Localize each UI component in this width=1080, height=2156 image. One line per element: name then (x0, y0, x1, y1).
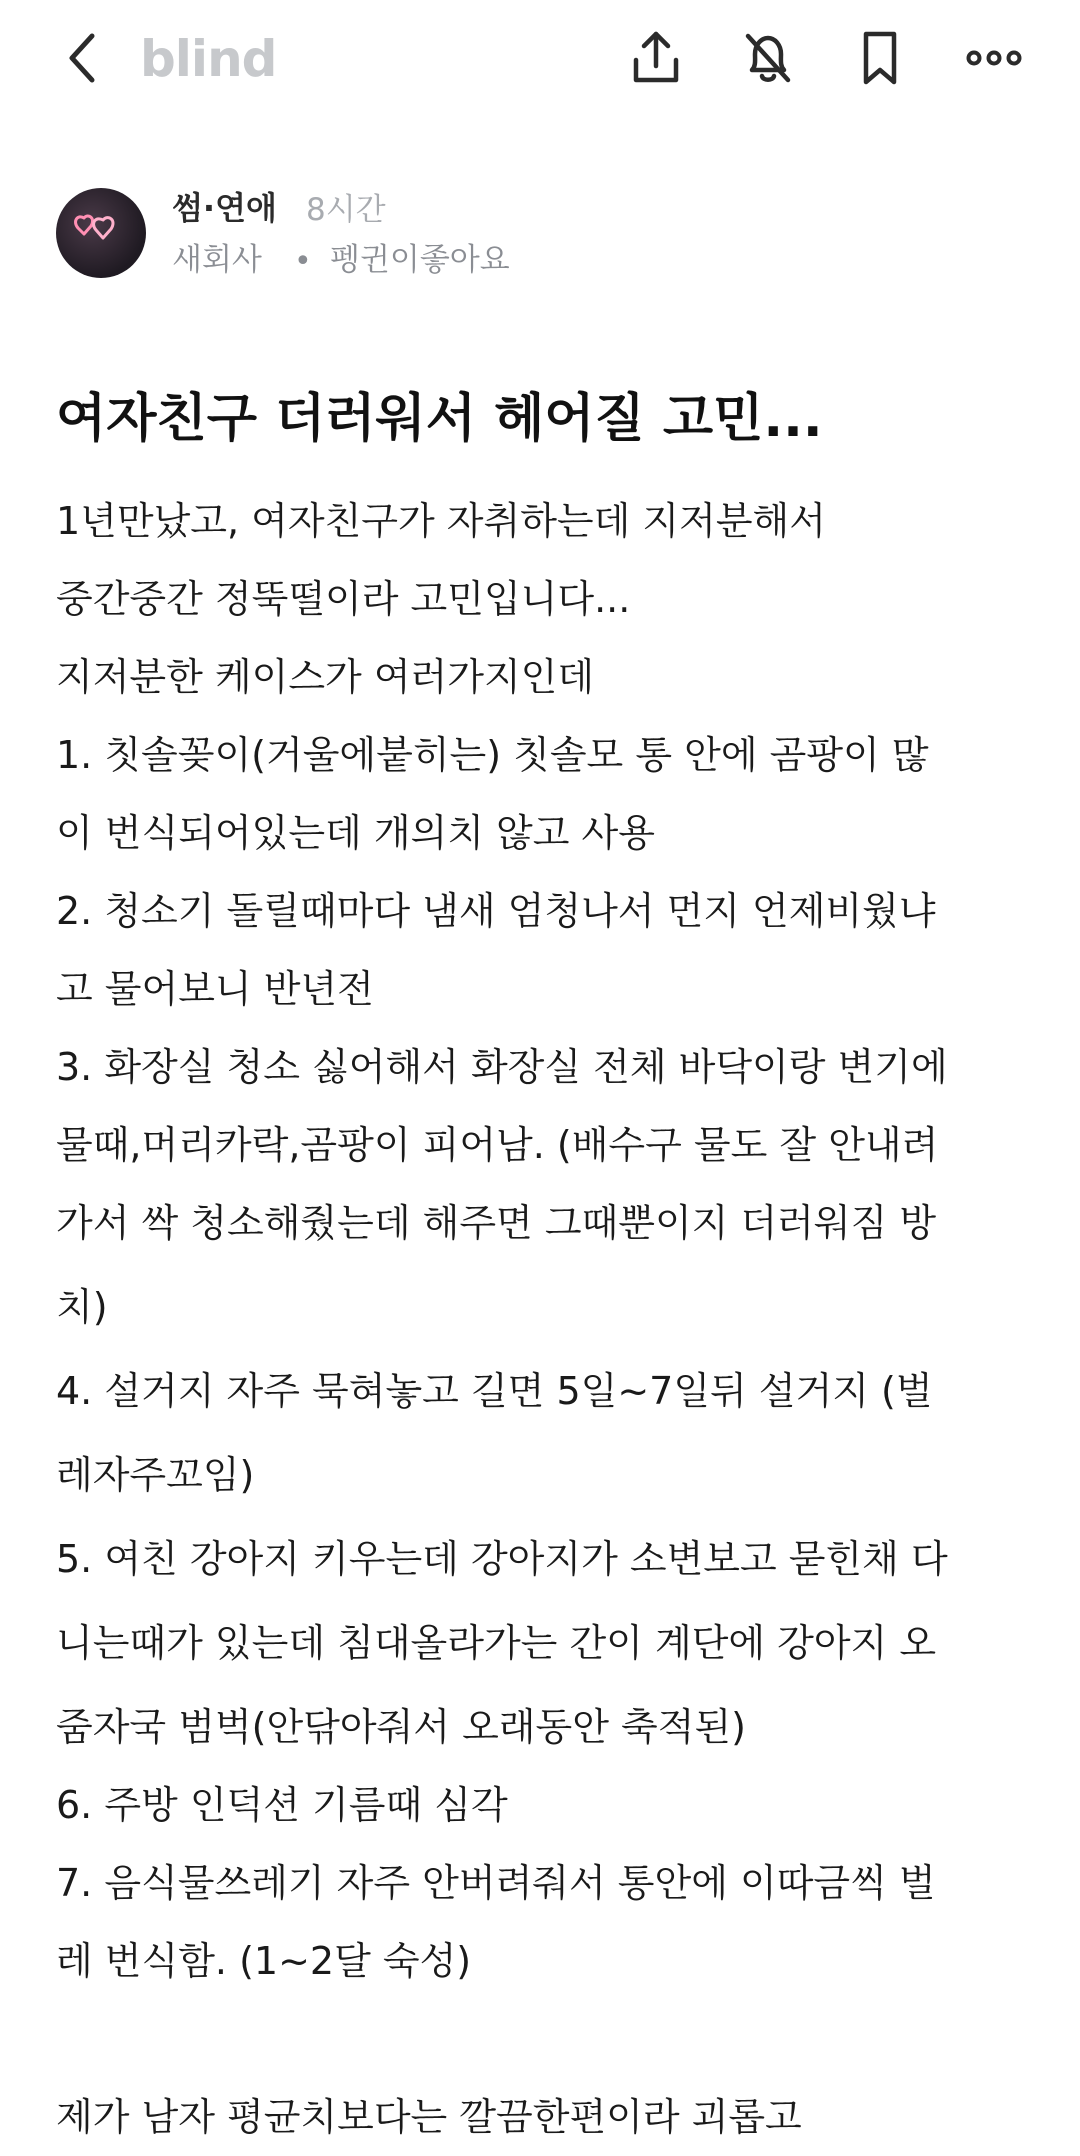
body-line: 가서 싹 청소해줬는데 해주면 그때뿐이지 더러워짐 방 (56, 1201, 937, 1245)
back-icon (58, 26, 106, 90)
share-icon (624, 26, 688, 90)
body-line: 제가 남자 평균치보다는 깔끔한편이라 괴롭고 (56, 2095, 802, 2139)
author-company[interactable]: 새회사 (172, 242, 262, 278)
body-line: 지저분한 케이스가 여러가지인데 (56, 655, 595, 699)
bookmark-button[interactable] (848, 26, 912, 90)
blind-logo: blind (140, 30, 277, 88)
body-line: 치) (56, 1285, 108, 1329)
body-line: 이 번식되어있는데 개의치 않고 사용 (56, 811, 655, 855)
notification-off-icon (736, 26, 800, 90)
more-icon (962, 26, 1026, 90)
body-line: 중간중간 정뚝떨이라 고민입니다... (56, 577, 631, 621)
post-time: 8시간 (306, 192, 386, 228)
post-title: 여자친구 더러워서 헤어질 고민... (56, 389, 823, 449)
back-button[interactable] (58, 26, 106, 90)
body-line: 6. 주방 인덕션 기름때 심각 (56, 1783, 508, 1827)
body-line: 3. 화장실 청소 싫어해서 화장실 전체 바닥이랑 변기에 (56, 1045, 948, 1089)
body-line: 4. 설거지 자주 묵혀놓고 길면 5일~7일뒤 설거지 (벌 (56, 1369, 933, 1413)
heart-neon-icon (56, 188, 146, 278)
board-name[interactable]: 썸·연애 (172, 189, 277, 227)
blank-line (56, 2000, 1036, 2078)
meta-separator: • (294, 244, 312, 279)
author-nickname: 펭귄이좋아요 (330, 242, 510, 278)
body-line: 고 물어보니 반년전 (56, 967, 374, 1011)
top-bar (0, 0, 1080, 120)
body-line: 물때,머리카락,곰팡이 피어남. (배수구 물도 잘 안내려 (56, 1123, 939, 1167)
body-line: 2. 청소기 돌릴때마다 냄새 엄청나서 먼지 언제비웠냐 (56, 889, 936, 933)
body-line: 1년만났고, 여자친구가 자취하는데 지저분해서 (56, 499, 826, 543)
more-button[interactable] (962, 26, 1026, 90)
board-avatar[interactable] (56, 188, 146, 278)
post-body (56, 482, 1036, 2156)
post-meta (56, 188, 1016, 284)
body-line: 줌자국 범벅(안닦아줘서 오래동안 축적된) (56, 1705, 746, 1749)
share-button[interactable] (624, 26, 688, 90)
body-line: 5. 여친 강아지 키우는데 강아지가 소변보고 묻힌채 다 (56, 1537, 948, 1581)
notification-off-button[interactable] (736, 26, 800, 90)
body-line: 레자주꼬임) (56, 1453, 255, 1497)
bookmark-icon (848, 26, 912, 90)
body-line: 레 번식함. (1~2달 숙성) (56, 1939, 472, 1983)
body-line: 7. 음식물쓰레기 자주 안버려줘서 통안에 이따금씩 벌 (56, 1861, 936, 1905)
body-line: 니는때가 있는데 침대올라가는 간이 계단에 강아지 오 (56, 1621, 937, 1665)
body-line: 1. 칫솔꽂이(거울에붙히는) 칫솔모 통 안에 곰팡이 많 (56, 733, 929, 777)
